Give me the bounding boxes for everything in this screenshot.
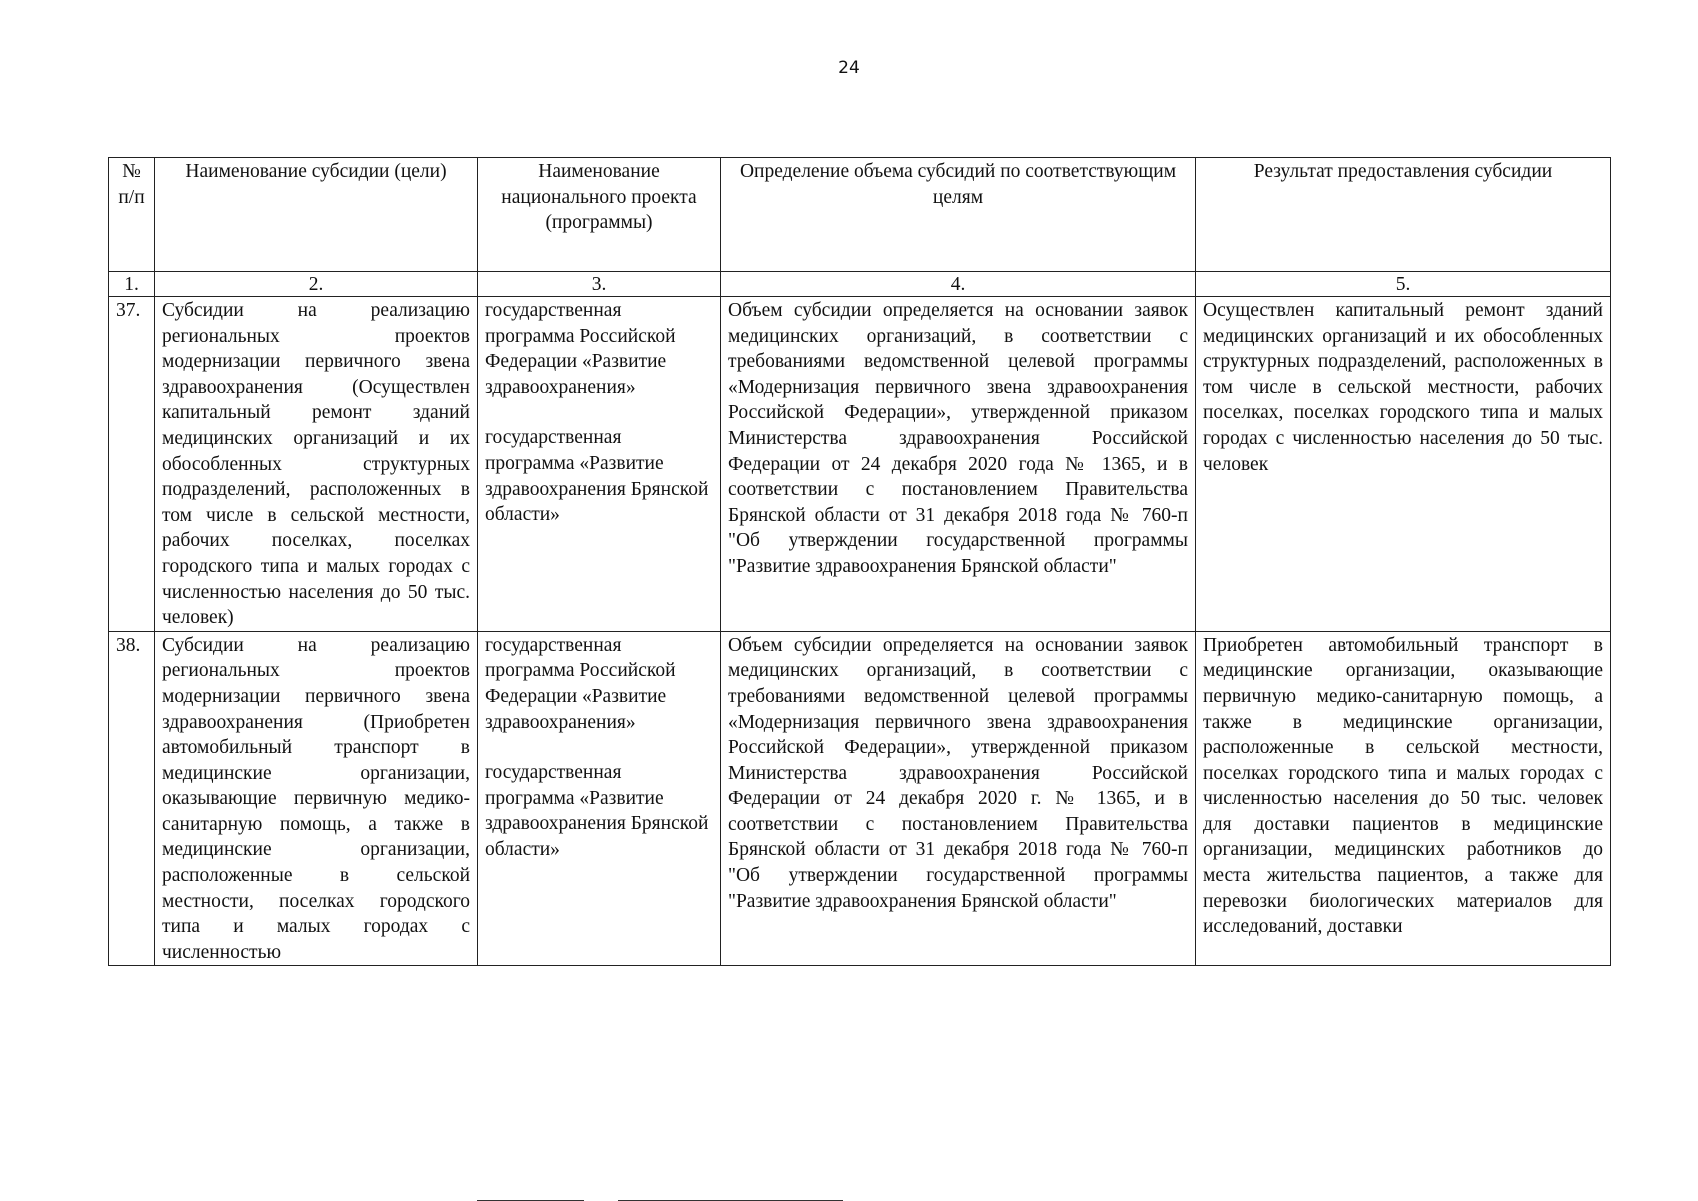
table-row <box>109 631 1611 966</box>
paragraph-gap <box>485 735 713 760</box>
national-project-regional: государственная программа «Развитие здравоохранения Брянской области» <box>485 427 709 526</box>
national-project-cell <box>478 631 721 966</box>
column-number: 5. <box>1196 272 1611 297</box>
table-row <box>109 297 1611 632</box>
column-number: 3. <box>478 272 721 297</box>
column-number: 2. <box>155 272 478 297</box>
page-number: 24 <box>838 58 860 78</box>
subsidy-name: Субсидии на реализацию региональных проектов модернизации первичного звена здравоохранения (Приобретен автомобильный транспорт в медицинские организации, оказывающие первичную медико-санитарную помощь, а также в медицинские организации, расположенные в сельской местности, поселках городского типа и малых городах с численностью <box>155 631 478 966</box>
header-result: Результат предоставления субсидии <box>1196 158 1611 272</box>
column-number: 1. <box>109 272 155 297</box>
subsidy-result: Осуществлен капитальный ремонт зданий медицинских организаций и их обособленных структурных подразделений, расположенных в том числе в сельской местности, рабочих поселках, поселках городского типа и малых городах с численностью населения до 50 тыс. человек <box>1196 297 1611 632</box>
column-number: 4. <box>721 272 1196 297</box>
national-project-regional: государственная программа «Развитие здравоохранения Брянской области» <box>485 762 709 860</box>
row-number: 37. <box>109 297 155 632</box>
subsidy-result: Приобретен автомобильный транспорт в медицинские организации, оказывающие первичную медико-санитарную помощь, а также в медицинские организации, расположенные в сельской местности, поселках городского типа и малых городах с численностью населения до 50 тыс. человек для доставки пациентов в медицинские организации, медицинских работников до места жительства пациентов, а также для перевозки биологических материалов для исследований, доставки <box>1196 631 1611 966</box>
header-number: № п/п <box>109 158 155 272</box>
header-volume-definition: Определение объема субсидий по соответствующим целям <box>721 158 1196 272</box>
header-national-project: Наименование национального проекта (программы) <box>478 158 721 272</box>
column-number-row <box>109 272 1611 297</box>
volume-definition: Объем субсидии определяется на основании заявок медицинских организаций, в соответствии с требованиями ведомственной целевой программы «Модернизация первичного звена здравоохранения Российской Федерации», утвержденной приказом Министерства здравоохранения Российской Федерации от 24 декабря 2020 года № 1365, и в соответствии с постановлением Правительства Брянской области от 31 декабря 2018 года № 760-п "Об утверждении государственной программы "Развитие здравоохранения Брянской области" <box>721 297 1196 632</box>
subsidy-name: Субсидии на реализацию региональных проектов модернизации первичного звена здравоохранения (Осуществлен капитальный ремонт зданий медицинских организаций и их обособленных структурных подразделений, расположенных в том числе в сельской местности, рабочих поселках, поселках городского типа и малых городах с численностью населения до 50 тыс. человек) <box>155 297 478 632</box>
row-number: 38. <box>109 631 155 966</box>
national-project-federal: государственная программа Российской Федерации «Развитие здравоохранения» <box>485 300 676 398</box>
header-subsidy-name: Наименование субсидии (цели) <box>155 158 478 272</box>
subsidy-table <box>108 157 1611 966</box>
national-project-federal: государственная программа Российской Федерации «Развитие здравоохранения» <box>485 634 676 733</box>
national-project-cell <box>478 297 721 632</box>
table-header-row <box>109 158 1611 272</box>
volume-definition: Объем субсидии определяется на основании заявок медицинских организаций, в соответствии с требованиями ведомственной целевой программы «Модернизация первичного звена здравоохранения Российской Федерации», утвержденной приказом Министерства здравоохранения Российской Федерации от 24 декабря 2020 г. № 1365, и в соответствии с постановлением Правительства Брянской области от 31 декабря 2018 года № 760-п "Об утверждении государственной программы "Развитие здравоохранения Брянской области" <box>721 631 1196 966</box>
paragraph-gap <box>485 400 713 425</box>
